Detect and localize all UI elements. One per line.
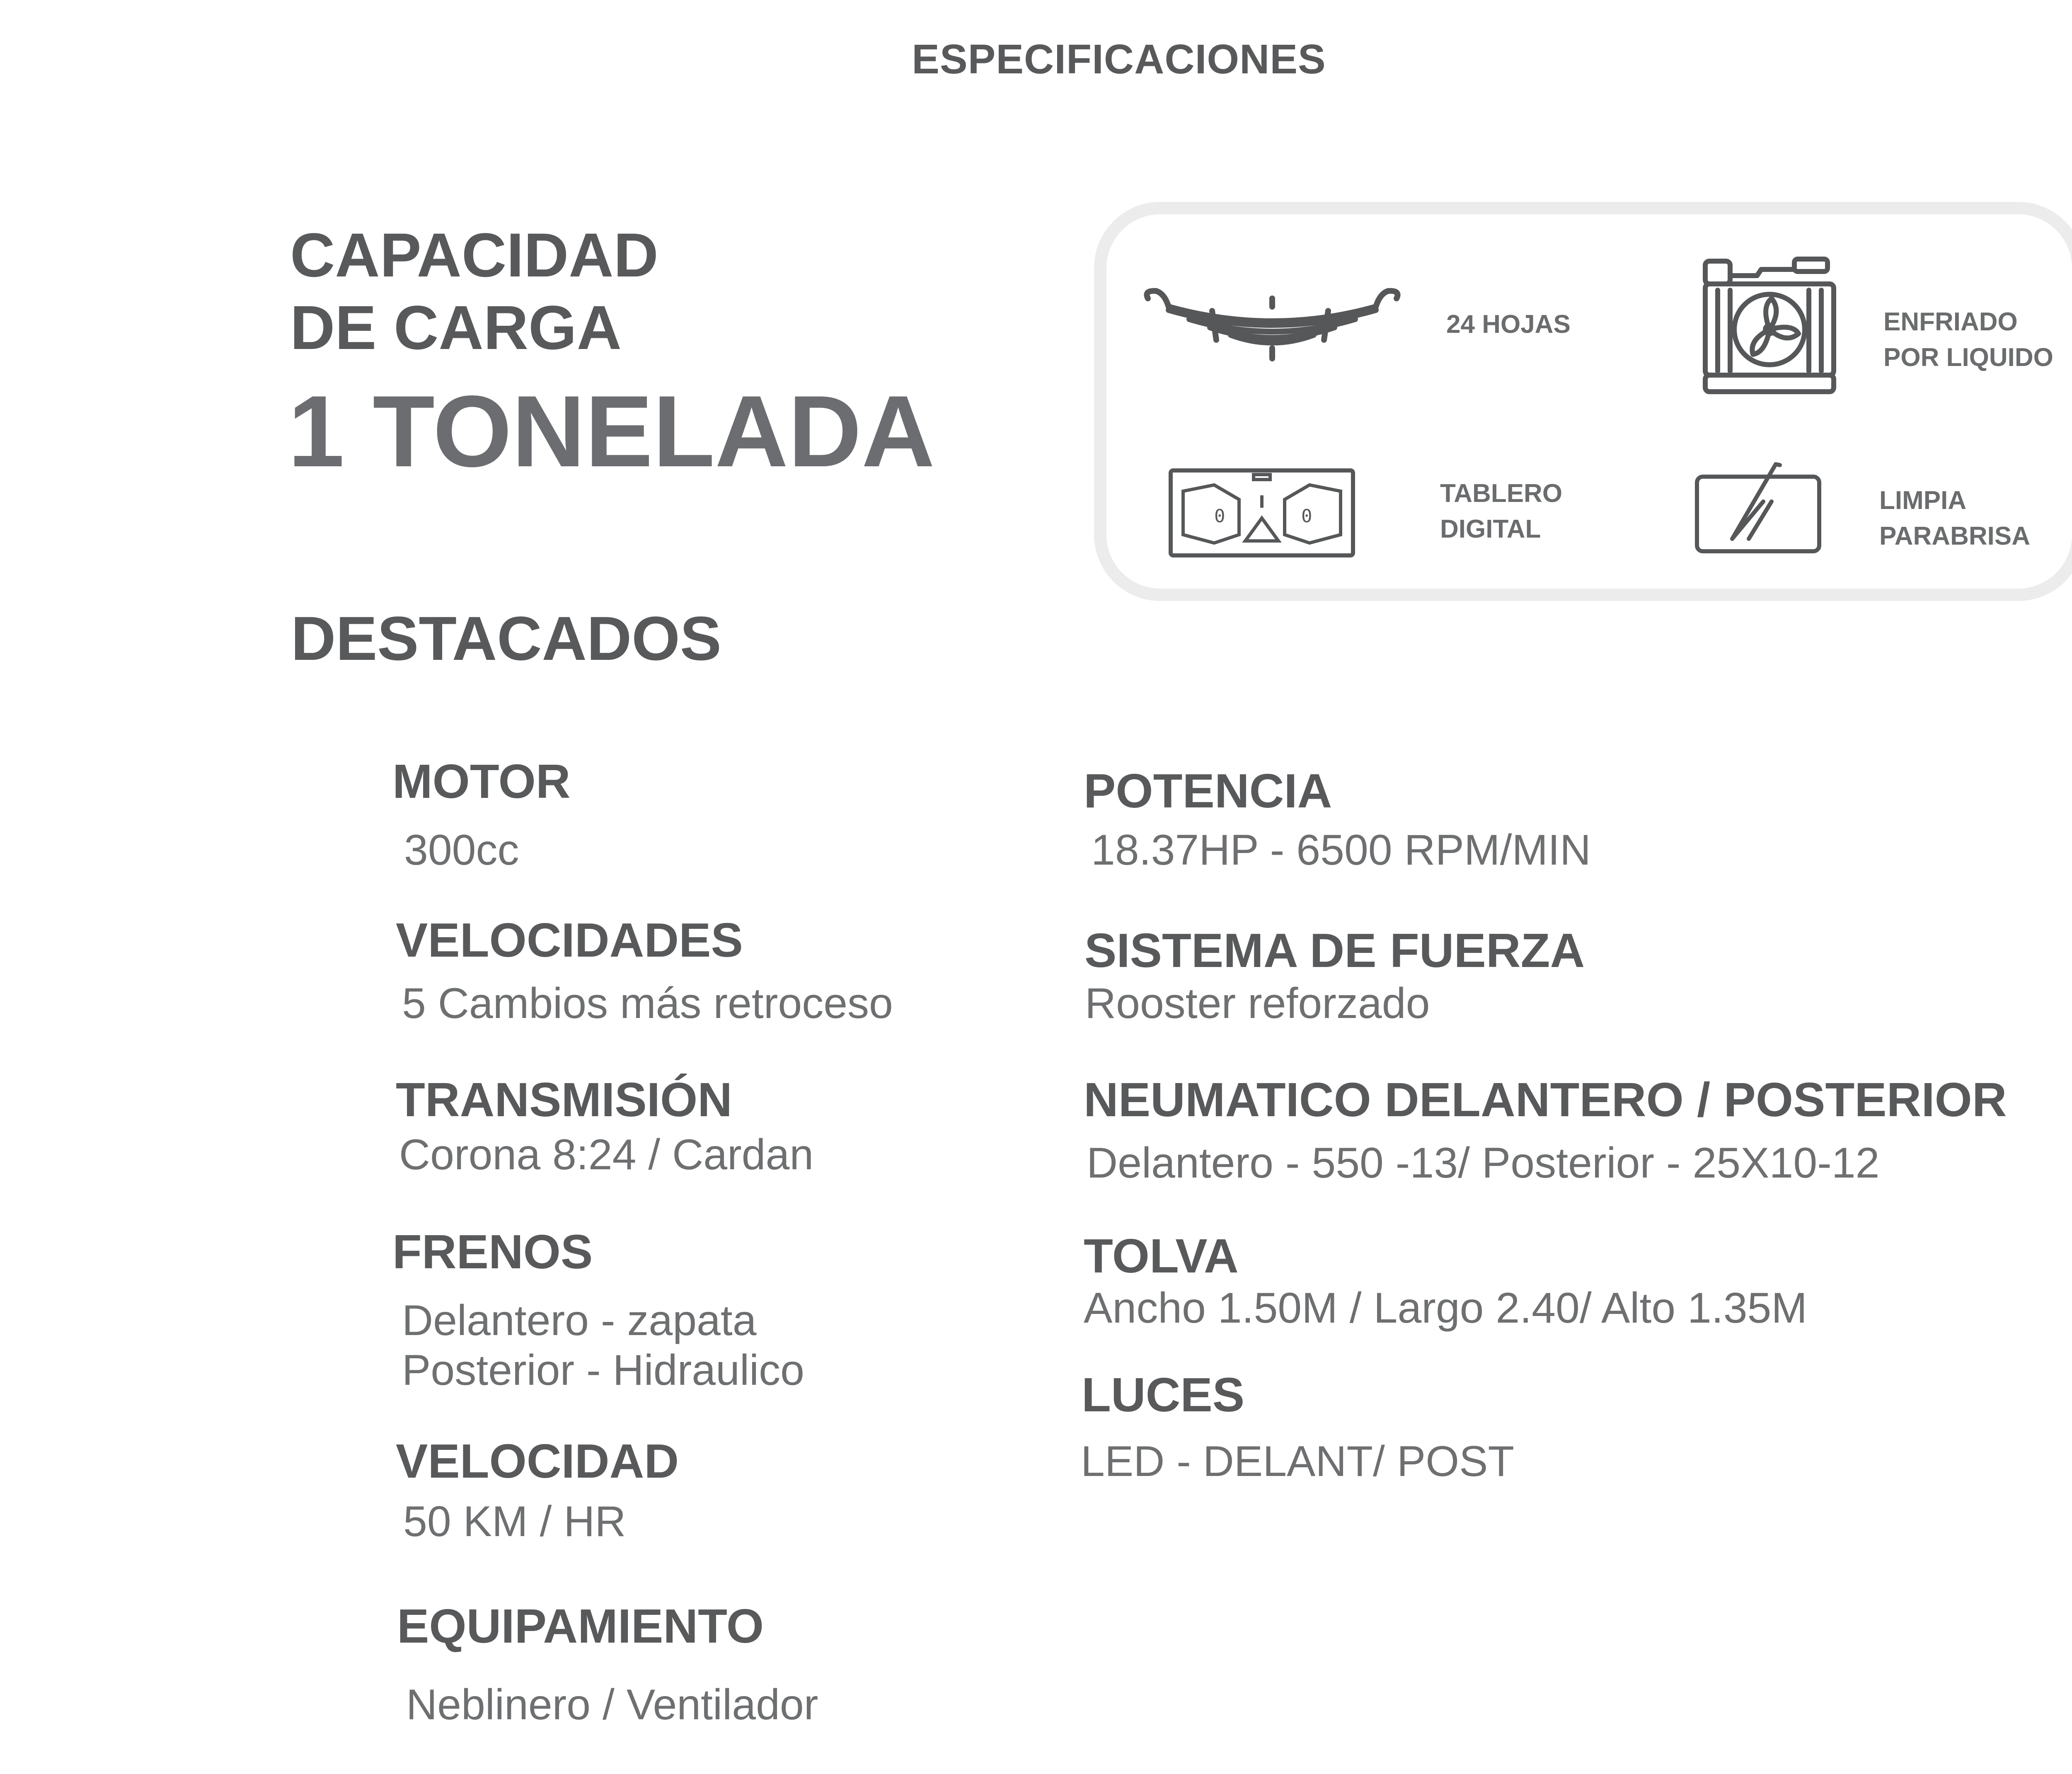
spec-label-frenos: FRENOS xyxy=(392,1225,593,1279)
digital-dashboard-icon xyxy=(1169,468,1355,560)
svg-text:0: 0 xyxy=(1214,506,1225,527)
spec-value-neumaticos: Delantero - 550 -13/ Posterior - 25X10-12 xyxy=(1087,1139,1880,1187)
spec-value-transmision: Corona 8:24 / Cardan xyxy=(399,1131,814,1179)
spec-value-frenos-rear: Posterior - Hidraulico xyxy=(402,1346,804,1394)
feature-label-wiper: LIMPIA PARABRISA xyxy=(1879,486,2030,550)
svg-text:0: 0 xyxy=(1301,506,1312,527)
radiator-icon xyxy=(1699,253,1840,398)
capacity-label-line2: DE CARGA xyxy=(290,293,622,362)
feature-label-leaf-springs: 24 HOJAS xyxy=(1446,310,1571,339)
spec-label-sistema-fuerza: SISTEMA DE FUERZA xyxy=(1084,923,1585,977)
spec-label-velocidad: VELOCIDAD xyxy=(396,1434,679,1488)
spec-label-equipamiento: EQUIPAMIENTO xyxy=(397,1599,764,1653)
leaf-spring-icon xyxy=(1140,286,1405,365)
feature-label-dashboard: TABLERO DIGITAL xyxy=(1440,479,1563,543)
spec-value-tolva: Ancho 1.50M / Largo 2.40/ Alto 1.35M xyxy=(1084,1284,1808,1332)
spec-value-motor: 300cc xyxy=(404,826,519,874)
capacity-value: 1 TONELADA xyxy=(288,374,935,488)
spec-label-tolva: TOLVA xyxy=(1084,1229,1239,1283)
spec-label-transmision: TRANSMISIÓN xyxy=(396,1073,732,1127)
spec-value-equipamiento: Neblinero / Ventilador xyxy=(406,1681,818,1729)
capacity-label-line1: CAPACIDAD xyxy=(290,220,658,290)
spec-value-frenos-front: Delantero - zapata xyxy=(402,1297,757,1345)
spec-label-velocidades: VELOCIDADES xyxy=(396,913,743,967)
spec-value-luces: LED - DELANT/ POST xyxy=(1081,1437,1514,1486)
spec-label-luces: LUCES xyxy=(1082,1368,1245,1422)
spec-label-motor: MOTOR xyxy=(392,754,571,808)
feature-label-cooling: ENFRIADO POR LIQUIDO xyxy=(1883,308,2053,372)
spec-value-potencia: 18.37HP - 6500 RPM/MIN xyxy=(1091,826,1591,874)
windshield-wiper-icon xyxy=(1691,456,1828,560)
highlights-title: DESTACADOS xyxy=(291,603,721,673)
spec-label-neumaticos: NEUMATICO DELANTERO / POSTERIOR xyxy=(1084,1073,2007,1127)
spec-value-sistema-fuerza: Rooster reforzado xyxy=(1085,979,1430,1028)
page-title: ESPECIFICACIONES xyxy=(912,36,1326,82)
spec-value-velocidad: 50 KM / HR xyxy=(403,1498,626,1546)
spec-value-velocidades: 5 Cambios más retroceso xyxy=(402,979,893,1028)
spec-label-potencia: POTENCIA xyxy=(1084,764,1332,818)
